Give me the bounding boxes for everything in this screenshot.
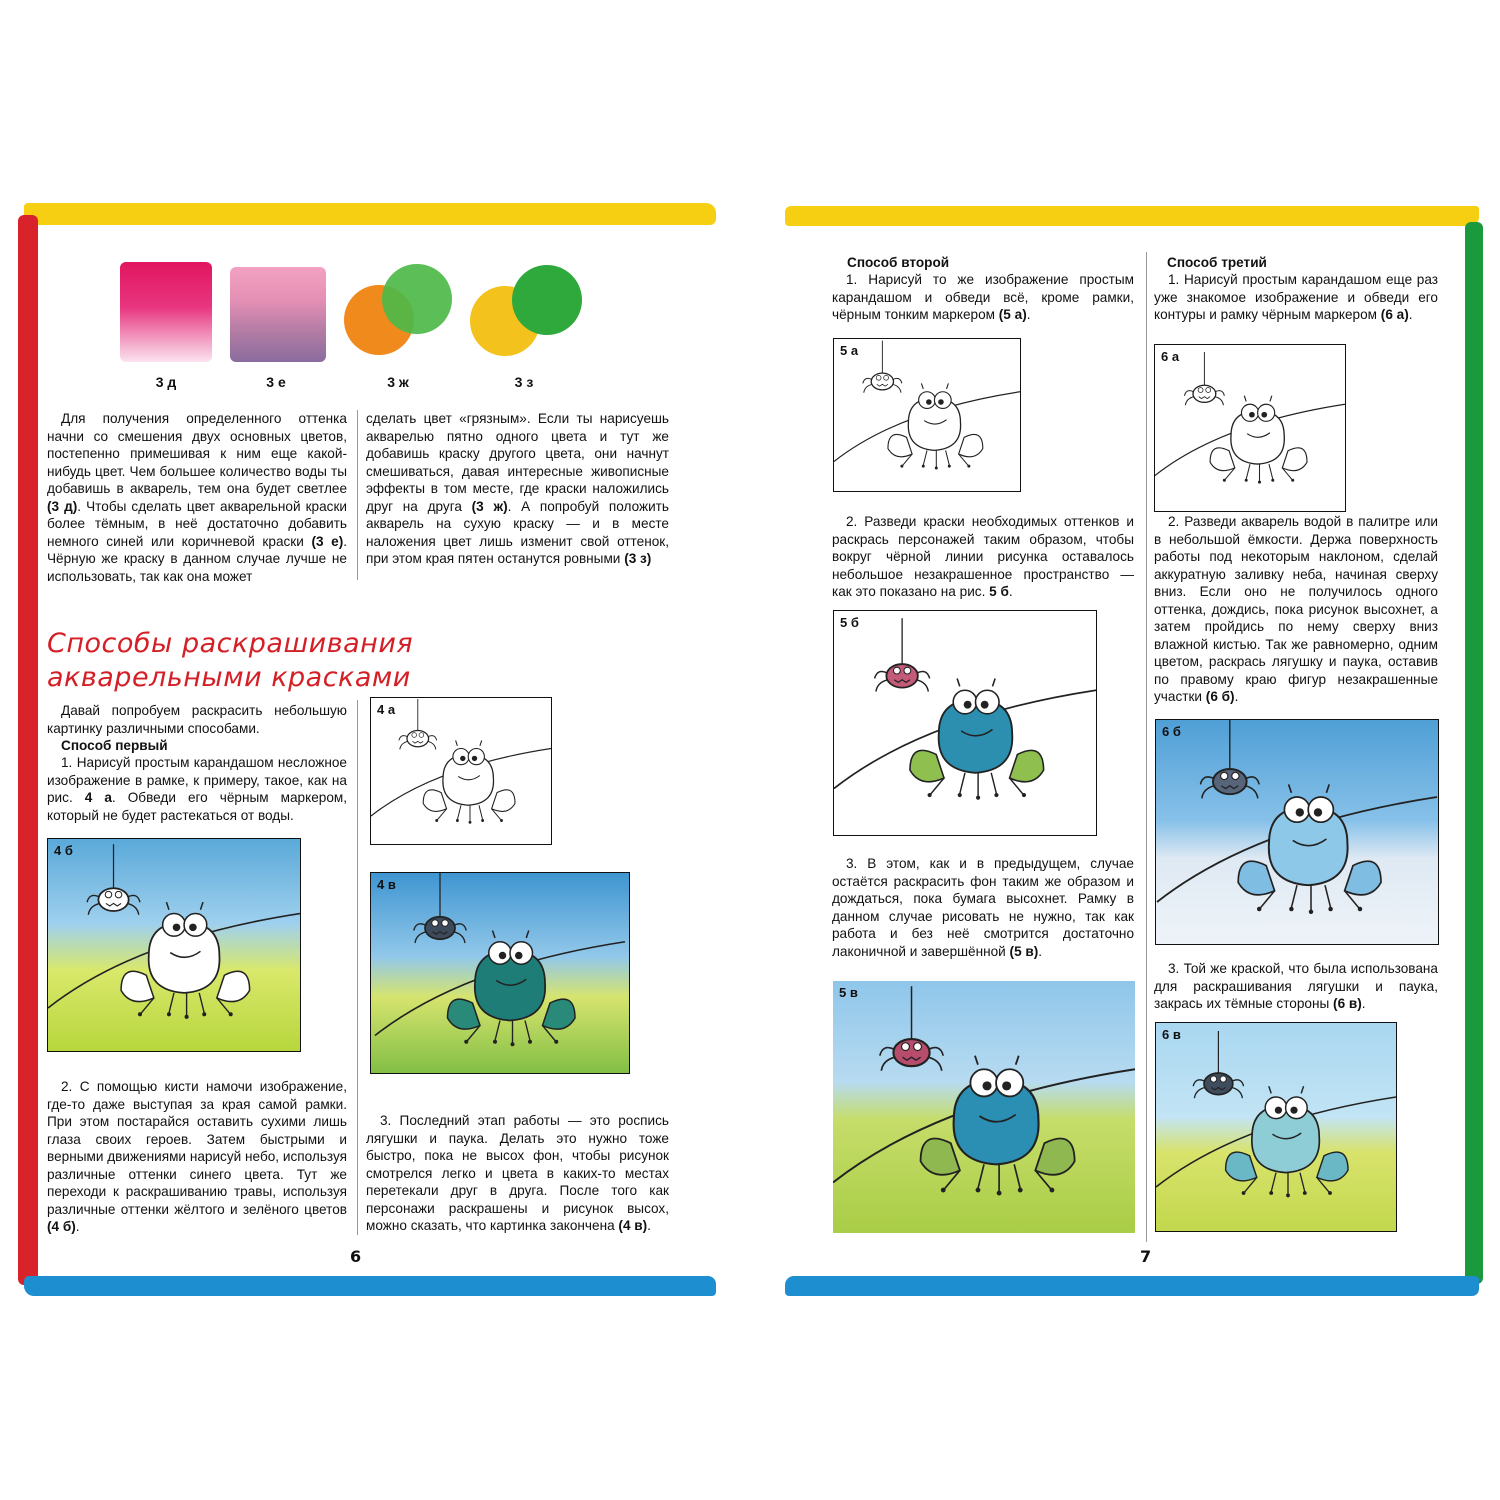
top-yellow-stripe-right	[785, 206, 1479, 226]
method2-step3: 3. В этом, как и в предыдущем, случае остаётся раскрасить фон таким же образом и дождаться, пока бумага высохнет. Рамку в данном случае рисовать не нужно, так как работа и без неё смотрится достаточно лаконичной и завершённой (5 в).	[832, 856, 1134, 959]
figure-label: 6 в	[1162, 1027, 1181, 1042]
figure-5a	[833, 338, 1021, 492]
method2-step2: 2. Разведи краски необходимых оттенков и раскрась персонажей таким образом, чтобы вокруг чёрной линии рисунка оставалось небольшое незакрашенное пространство — как это показано на рис. 5 б.	[832, 514, 1134, 599]
bottom-blue-stripe-left	[24, 1276, 716, 1296]
swatch-3z-green	[512, 265, 582, 335]
intro-paragraph-col2: сделать цвет «грязным». Если ты нарисуешь акварелью пятно одного цвета и тут же добавишь краску другого цвета, они начнут смешиваться, давая интересные живописные эффекты в том месте, где краски наложились друг на друга (3 ж). А попробуй положить акварель на сухую краску — и в месте наложения цвет лишь изменит свой оттенок, при этом края пятен останутся ровными (3 з)	[366, 411, 669, 566]
figure-label: 6 б	[1162, 724, 1181, 739]
method3-step3: 3. Той же краской, что была использована для раскрашивания лягушки и паука, закрась их тёмные стороны (6 в).	[1154, 961, 1438, 1011]
column-divider	[357, 410, 358, 580]
column-divider	[1146, 252, 1147, 1242]
figure-label: 4 а	[377, 702, 396, 717]
page-number-right: 7	[1140, 1247, 1152, 1266]
left-red-stripe	[18, 215, 38, 1285]
swatch-label: 3 е	[266, 374, 286, 390]
method3-step1: 1. Нарисуй простым карандашом еще раз уже знакомое изображение и обведи его контуры и рамку чёрным маркером (6 а).	[1154, 272, 1438, 322]
figure-4v	[370, 872, 630, 1074]
swatch-3e	[230, 267, 326, 362]
figure-6a	[1154, 344, 1346, 512]
intro-paragraph-col1: Для получения определенного оттенка начни со смешения двух основных цветов, постепенно примешивая к ним еще какой-нибудь цвет. Чем большее количество воды ты добавишь в акварель, тем она будет светлее (3 д). Чтобы сделать цвет акварельной краски более тёмным, в неё достаточно добавить немного синей или коричневой краски (3 е). Чёрную же краску в данном случае лучше не использовать, так как она может	[47, 411, 348, 584]
figure-5b	[833, 610, 1097, 836]
swatch-label: 3 д	[155, 374, 177, 390]
figure-label: 4 в	[377, 877, 396, 892]
method3-title: Способ третий	[1167, 255, 1267, 270]
figure-5v	[833, 981, 1135, 1233]
figure-label: 6 а	[1161, 349, 1180, 364]
swatch-3d	[120, 262, 212, 362]
method1-step2: 2. С помощью кисти намочи изображение, где-то даже выступая за края самой рамки. При этом постарайся оставить сухими лишь глаза своих героев. Затем быстрыми и верными движениями нарисуй небо, используя различные оттенки синего цвета. Тут же переходи к раскрашиванию травы, используя различные оттенки жёлтого и зелёного цветов (4 б).	[47, 1079, 347, 1234]
section-heading: Способы раскрашивания акварельными красками	[47, 628, 414, 693]
figure-4b	[47, 838, 301, 1052]
figure-6v	[1155, 1022, 1397, 1232]
right-green-stripe	[1465, 222, 1483, 1284]
method2-title: Способ второй	[847, 255, 950, 270]
swatch-label: 3 з	[514, 374, 534, 390]
bottom-blue-stripe-right	[785, 1276, 1479, 1296]
method1-title: Способ первый	[61, 738, 168, 753]
swatch-label: 3 ж	[387, 374, 409, 390]
swatch-3zh-green	[382, 264, 452, 334]
method2-step1: 1. Нарисуй то же изображение простым карандашом и обведи всё, кроме рамки, чёрным тонким маркером (5 а).	[832, 272, 1134, 322]
figure-label: 4 б	[54, 843, 73, 858]
figure-6b	[1155, 719, 1439, 945]
top-yellow-stripe-left	[24, 203, 716, 225]
column-divider	[357, 700, 358, 1235]
method1-step3: 3. Последний этап работы — это роспись лягушки и паука. Делать это нужно тоже быстро, пока не высох фон, чтобы рисунок смотрелся легко и цвета в каких-то местах перетекали друг в друга. После того как персонажи раскрашены и рисунок высох, можно сказать, что картинка закончена (4 в).	[366, 1113, 669, 1233]
figure-4a	[370, 697, 552, 845]
method3-step2: 2. Разведи акварель водой в палитре или в небольшой ёмкости. Держа поверхность работы под некоторым наклоном, сделай аккуратную заливку неба, начиная сверху вниз. Если оно не получилось одного оттенка, дождись, пока рисунок высохнет, а затем пройдись по нему сверху вниз влажной кистью. Так же равномерно, одним цветом, раскрась лягушку и паука, оставив по правому краю фигур незакрашенные участки (6 б).	[1154, 514, 1438, 704]
figure-label: 5 б	[840, 615, 859, 630]
method1-step1: 1. Нарисуй простым карандашом несложное изображение в рамке, к примеру, такое, как на рис. 4 а. Обведи его чёрным маркером, который не будет растекаться от воды.	[47, 755, 347, 823]
try-paragraph: Давай попробуем раскрасить небольшую картинку различными способами.	[47, 703, 347, 736]
page-number-left: 6	[350, 1247, 362, 1266]
figure-label: 5 а	[840, 343, 859, 358]
figure-label: 5 в	[839, 985, 858, 1000]
